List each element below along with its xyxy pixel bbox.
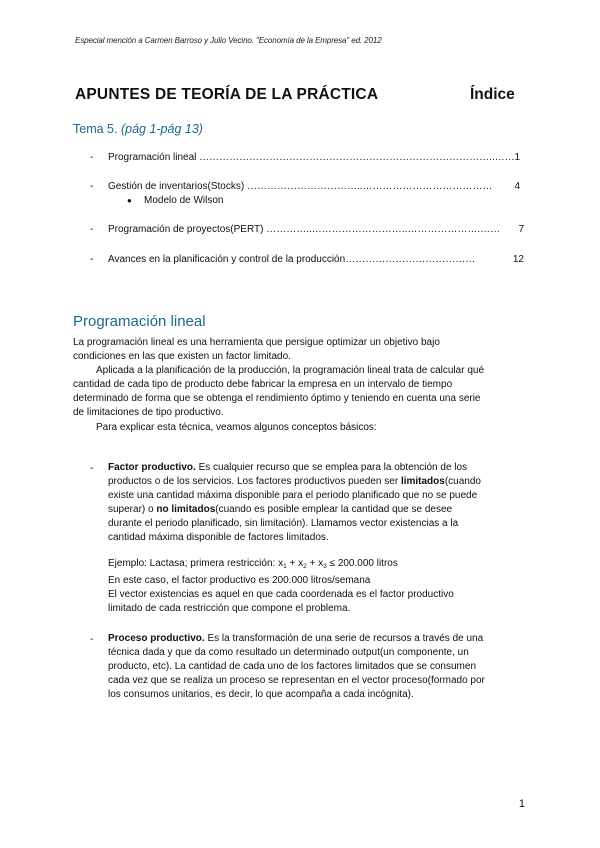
toc-entry-text: Avances en la planificación y control de la producción………………………………… bbox=[108, 254, 476, 265]
paragraph-line: limitado de cada restricción que compone el problema. bbox=[108, 603, 351, 614]
term-bold: Proceso productivo. bbox=[108, 633, 205, 644]
paragraph-line: de limitaciones de tipo productivo. bbox=[73, 407, 224, 418]
tema-label: Tema 5. bbox=[73, 122, 118, 136]
paragraph-line: cantidad de cada tipo de producto debe fabricar la empresa en un intervalo de tiempo bbox=[73, 379, 453, 390]
header-note: Especial mención a Carmen Barroso y Julio Vecino. "Economía de la Empresa" ed. 2012 bbox=[75, 36, 382, 45]
index-label: Índice bbox=[470, 86, 515, 103]
paragraph-line: cada vez que se realiza un proceso se representan en el vector proceso(formado por bbox=[108, 675, 485, 686]
toc-entry-text: Gestión de inventarios(Stocks) ……………………………..………………………………… bbox=[108, 181, 493, 192]
toc-entry-page: 4 bbox=[514, 181, 520, 192]
toc-entry-text: Programación de proyectos(PERT) …………..………………………..………………….…… bbox=[108, 224, 501, 235]
page-number: 1 bbox=[518, 798, 525, 810]
paragraph-line: Para explicar esta técnica, veamos algunos conceptos básicos: bbox=[96, 422, 377, 433]
paragraph-line: En este caso, el factor productivo es 200.000 litros/semana bbox=[108, 575, 371, 586]
paragraph-line: El vector existencias es aquel en que cada coordenada es el factor productivo bbox=[108, 589, 454, 600]
paragraph-line: Factor productivo. Es cualquier recurso que se emplea para la obtención de los bbox=[108, 462, 468, 473]
paragraph-line: existe una cantidad máxima disponible para el periodo planificado que no se puede bbox=[108, 490, 478, 501]
paragraph-line: durante el periodo planificado, sin limitación). Llamamos vector existencias a la bbox=[108, 518, 459, 529]
paragraph-line: superar) o no limitados(cuando es posible emplear la cantidad que se desee bbox=[108, 504, 453, 515]
toc-entry-page: 1 bbox=[514, 152, 520, 163]
paragraph-line: productos o de los servicios. Los factores productivos pueden ser limitados(cuando bbox=[108, 476, 481, 487]
term-bold: Factor productivo. bbox=[108, 462, 196, 473]
toc-dash: - bbox=[90, 181, 94, 192]
paragraph-line: producto, etc). La cantidad de cada uno de los factores limitados que se consumen bbox=[108, 661, 477, 672]
page-title: APUNTES DE TEORÍA DE LA PRÁCTICA bbox=[75, 86, 379, 103]
paragraph-line: Proceso productivo. Es la transformación de una serie de recursos a través de una bbox=[108, 633, 484, 644]
toc-sub-text: Modelo de Wilson bbox=[144, 195, 224, 206]
paragraph-line: técnica dada y que da como resultado un determinado output(un componente, un bbox=[108, 647, 469, 658]
toc-sub-entry-modelo-wilson[interactable] bbox=[0, 195, 600, 209]
list-dash: - bbox=[90, 634, 94, 645]
toc-dash: - bbox=[90, 224, 94, 235]
tema-heading bbox=[73, 122, 203, 136]
list-dash: - bbox=[90, 463, 94, 474]
paragraph-line: La programación lineal es una herramienta que persigue optimizar un objetivo bajo bbox=[73, 337, 440, 348]
toc-dash: - bbox=[90, 254, 94, 265]
bullet-icon: ● bbox=[127, 196, 132, 205]
toc-entry-text: Programación lineal ……………………………………………………………………………..…… bbox=[108, 152, 515, 163]
example-line: Ejemplo: Lactasa; primera restricción: $x_1 + x_2 + x_3 \le 200.000$ litros bbox=[108, 558, 398, 570]
toc-dash: - bbox=[90, 152, 94, 163]
toc-entry-page: 12 bbox=[512, 254, 524, 265]
section-heading: Programación lineal bbox=[73, 313, 206, 330]
paragraph-line: los consumos unitarios, es decir, lo que acompaña a cada incógnita). bbox=[108, 689, 414, 700]
toc-entry-page: 7 bbox=[518, 224, 524, 235]
paragraph-line: condiciones en las que existen un factor limitado. bbox=[73, 351, 291, 362]
paragraph-line: determinado de forma que se obtenga el rendimiento óptimo y teniendo en cuenta una serie bbox=[73, 393, 481, 404]
tema-pages: (pág 1-pág 13) bbox=[120, 122, 203, 136]
paragraph-line: cantidad máxima disponible de factores limitados. bbox=[108, 532, 329, 543]
paragraph-line: Aplicada a la planificación de la producción, la programación lineal trata de calcular qué bbox=[96, 365, 485, 376]
